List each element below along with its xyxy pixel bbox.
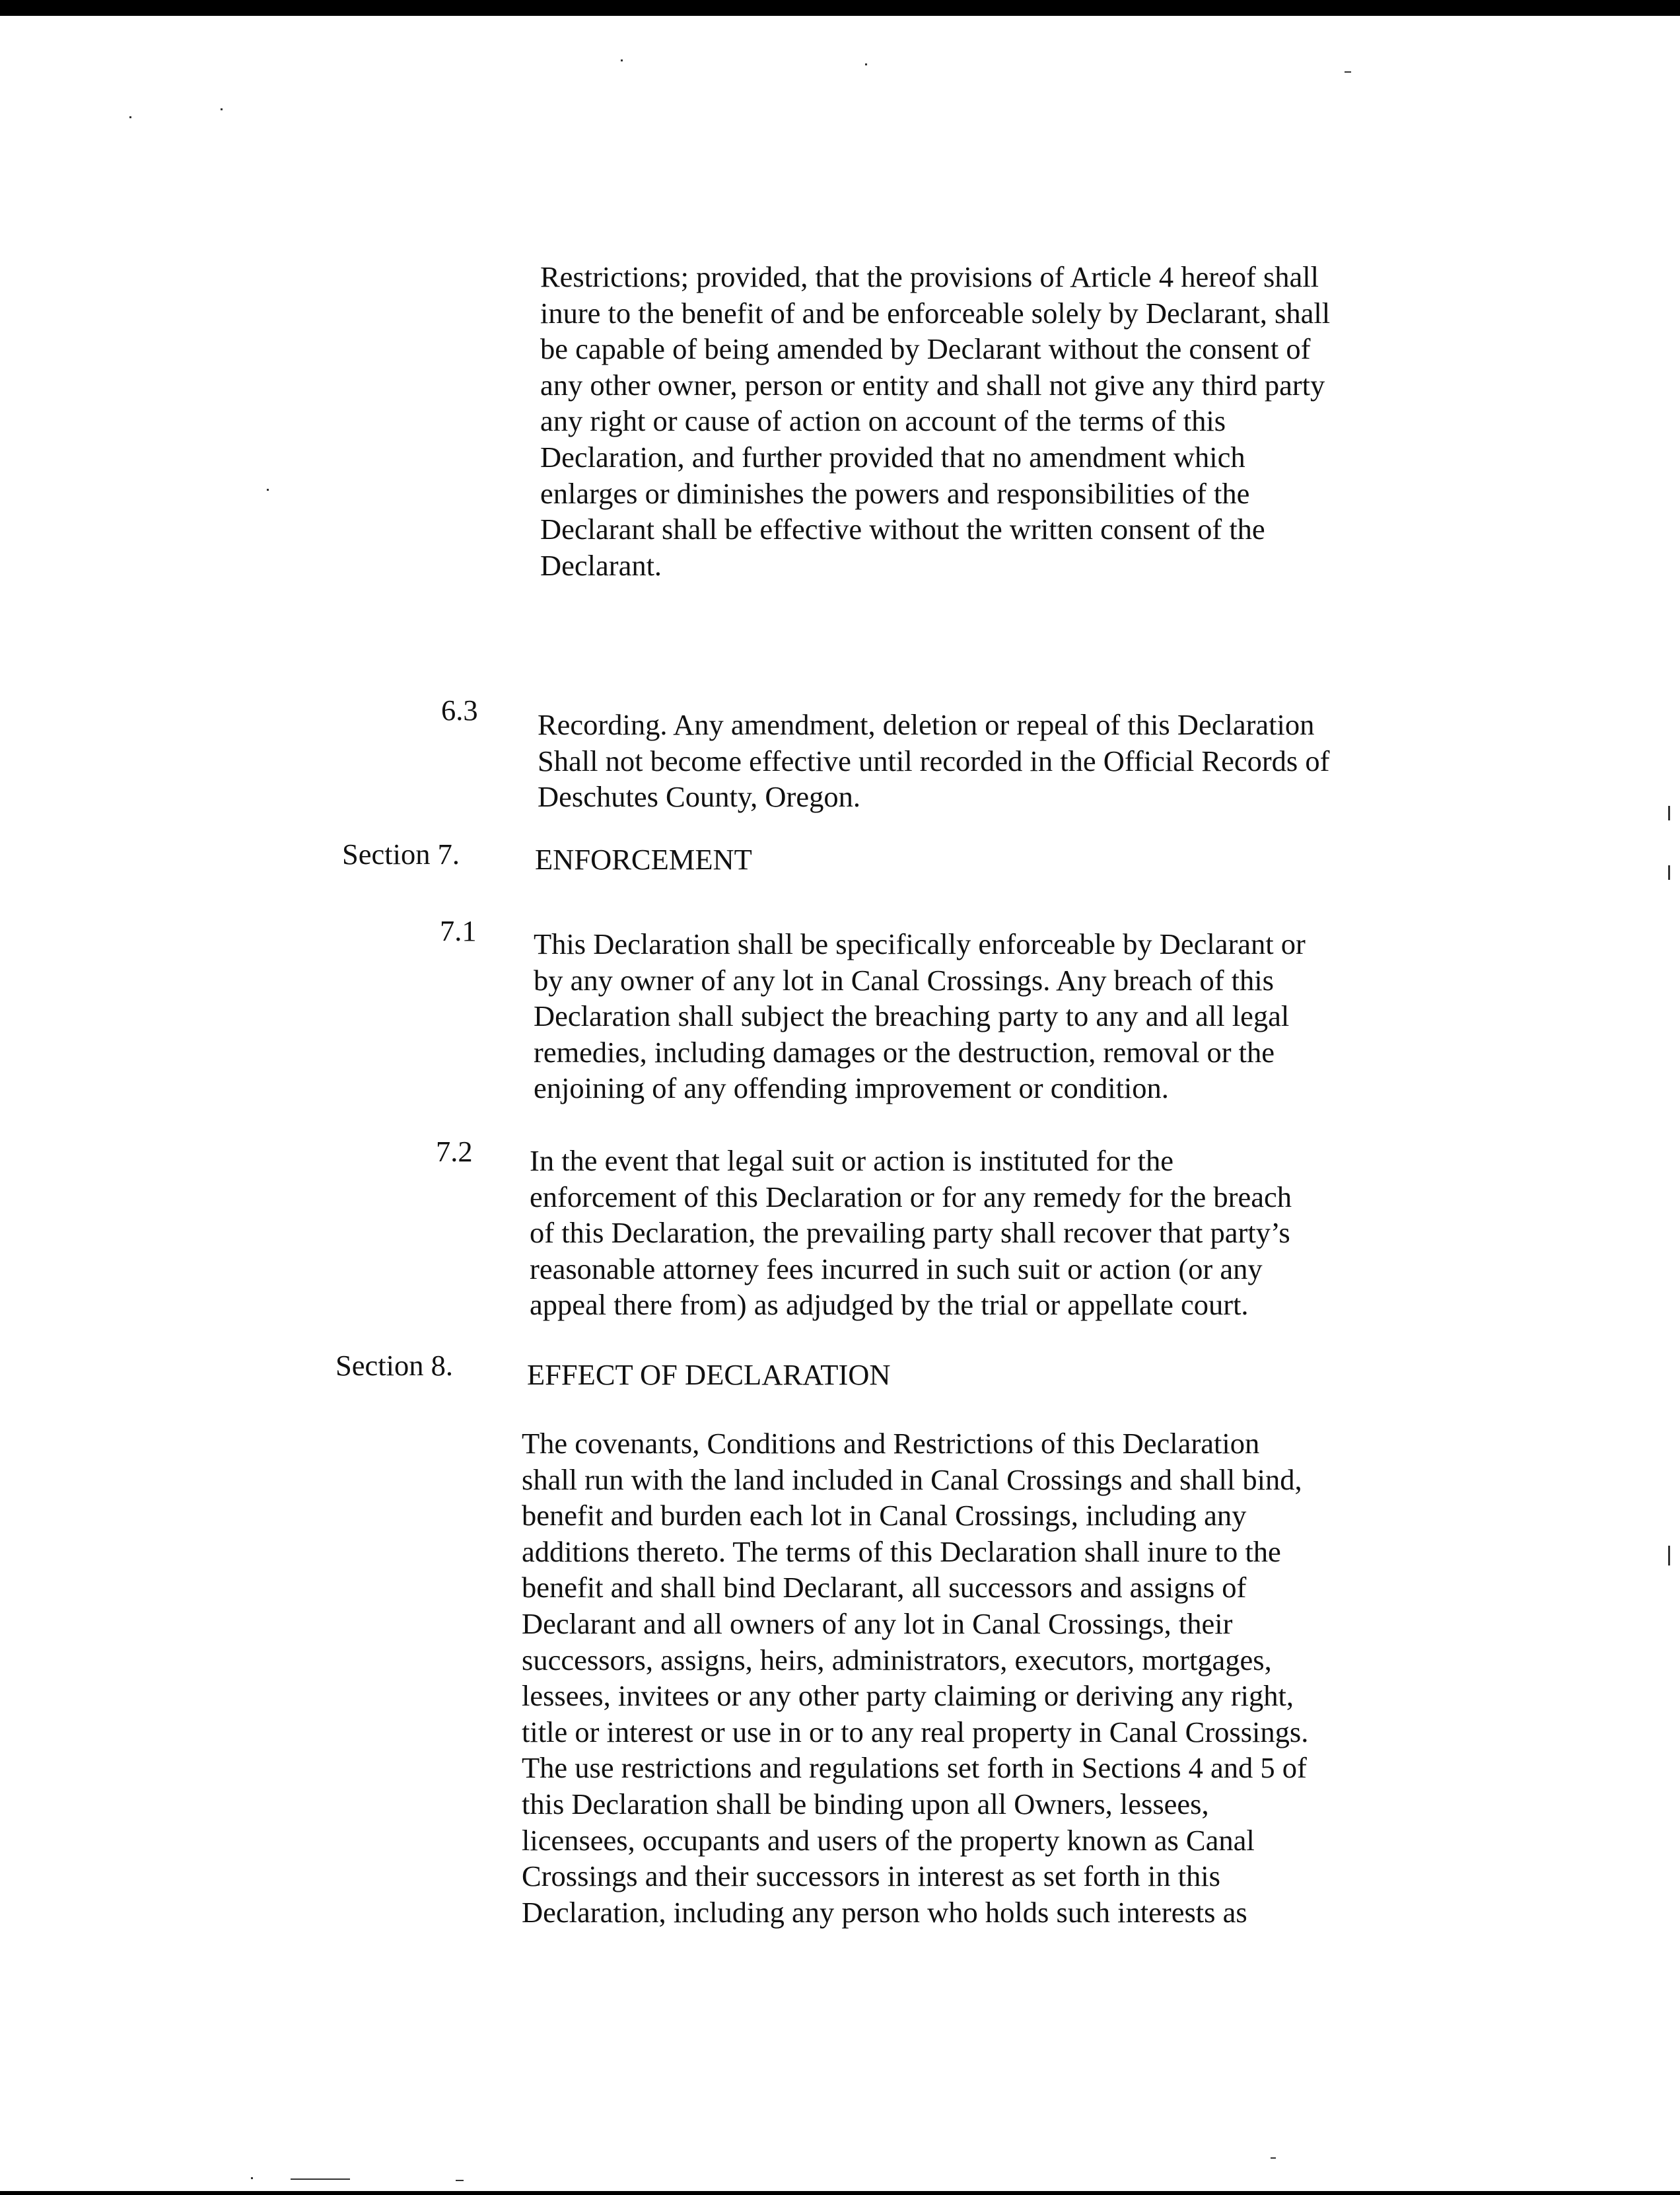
text-line: inure to the benefit of and be enforceable solely by Declarant, shall: [540, 296, 1331, 330]
clause-7-1-number: 7.1: [440, 914, 477, 947]
text-line: any other owner, person or entity and shall not give any third party: [540, 368, 1325, 402]
section-7-label: Section 7.: [342, 838, 460, 871]
scan-speck: [456, 2180, 464, 2181]
text-line: The use restrictions and regulations set forth in Sections 4 and 5 of: [522, 1751, 1307, 1785]
text-line: licensees, occupants and users of the property known as Canal: [522, 1823, 1255, 1857]
text-line: The covenants, Conditions and Restrictions of this Declaration: [522, 1427, 1260, 1460]
text-line: enlarges or diminishes the powers and responsibilities of the: [540, 476, 1250, 510]
scan-speck: [221, 108, 223, 110]
scan-speck: [621, 59, 623, 61]
text-line: lessees, invitees or any other party claiming or deriving any right,: [522, 1679, 1294, 1713]
scan-speck: [1271, 2157, 1276, 2159]
section-7-title: ENFORCEMENT: [535, 843, 752, 876]
text-line: benefit and shall bind Declarant, all successors and assigns of: [522, 1571, 1247, 1604]
text-line: reasonable attorney fees incurred in such suit or action (or any: [530, 1252, 1263, 1285]
scan-speck: [291, 2178, 350, 2180]
text-line: Shall not become effective until recorded in the Official Records of: [538, 744, 1330, 777]
text-line: Restrictions; provided, that the provisions of Article 4 hereof shall: [540, 260, 1319, 293]
continuation-paragraph: [540, 259, 1330, 583]
text-line: of this Declaration, the prevailing party shall recover that party’s: [530, 1216, 1290, 1250]
section-8-title: EFFECT OF DECLARATION: [527, 1358, 891, 1391]
text-line: benefit and burden each lot in Canal Crossings, including any: [522, 1499, 1247, 1532]
text-line: by any owner of any lot in Canal Crossings. Any breach of this: [534, 963, 1274, 997]
text-line: Recording. Any amendment, deletion or repeal of this Declaration: [538, 708, 1315, 741]
scan-speck: [129, 116, 131, 118]
text-line: Crossings and their successors in interest as set forth in this: [522, 1859, 1220, 1893]
text-line: Declarant and all owners of any lot in Canal Crossings, their: [522, 1606, 1233, 1640]
scan-speck: [865, 63, 867, 65]
text-line: enforcement of this Declaration or for any remedy for the breach: [530, 1180, 1292, 1213]
text-line: any right or cause of action on account of the terms of this: [540, 404, 1226, 438]
text-line: title or interest or use in or to any real property in Canal Crossings.: [522, 1715, 1309, 1748]
scan-speck: [1668, 865, 1670, 880]
section-8-paragraph: [522, 1425, 1308, 1930]
text-line: Declaration, and further provided that no amendment which: [540, 440, 1245, 474]
section-8-label: Section 8.: [335, 1349, 453, 1382]
clause-6-3-number: 6.3: [441, 694, 478, 727]
text-line: This Declaration shall be specifically enforceable by Declarant or: [534, 927, 1306, 960]
clause-7-1-paragraph: [534, 926, 1306, 1106]
clause-7-2-number: 7.2: [436, 1135, 473, 1168]
text-line: enjoining of any offending improvement or condition.: [534, 1071, 1169, 1105]
clause-7-2-paragraph: [530, 1143, 1292, 1323]
text-line: remedies, including damages or the destruction, removal or the: [534, 1035, 1275, 1069]
text-line: Declarant shall be effective without the written consent of the: [540, 513, 1265, 546]
text-line: appeal there from) as adjudged by the trial or appellate court.: [530, 1288, 1249, 1322]
text-line: this Declaration shall be binding upon all Owners, lessees,: [522, 1787, 1209, 1820]
text-line: Declarant.: [540, 548, 662, 582]
text-line: shall run with the land included in Canal Crossings and shall bind,: [522, 1462, 1302, 1496]
scan-speck: [1668, 806, 1670, 820]
text-line: In the event that legal suit or action is instituted for the: [530, 1144, 1174, 1177]
scan-speck: [1345, 71, 1351, 73]
scan-speck: [267, 489, 269, 491]
text-line: be capable of being amended by Declarant without the consent of: [540, 332, 1311, 366]
text-line: Declaration shall subject the breaching party to any and all legal: [534, 999, 1290, 1033]
text-line: successors, assigns, heirs, administrators, executors, mortgages,: [522, 1643, 1272, 1676]
scan-speck: [1668, 1546, 1670, 1565]
scan-bottom-border: [0, 2191, 1680, 2195]
scan-speck: [251, 2177, 253, 2179]
clause-6-3-paragraph: [538, 707, 1329, 815]
scan-top-border: [0, 0, 1680, 16]
text-line: Declaration, including any person who holds such interests as: [522, 1895, 1247, 1929]
text-line: Deschutes County, Oregon.: [538, 780, 861, 814]
text-line: additions thereto. The terms of this Declaration shall inure to the: [522, 1534, 1281, 1568]
